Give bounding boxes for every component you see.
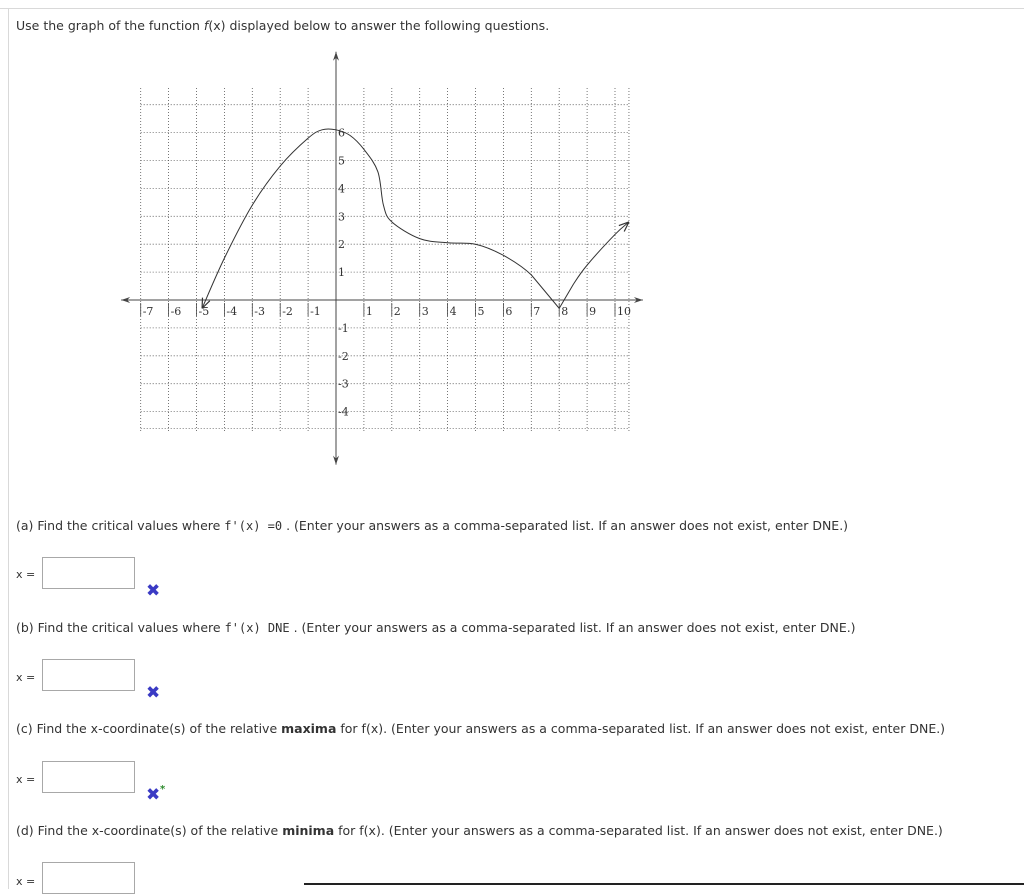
question-a	[16, 518, 848, 533]
bottom-scroll-divider	[304, 883, 1024, 885]
answer-c-input[interactable]	[42, 761, 135, 793]
answer-c-x-label: x =	[16, 773, 36, 786]
question-d-instructions: for f(x). (Enter your answers as a comma-separated list. If an answer does not exist, enter DNE.)	[334, 823, 943, 838]
answer-c-wrong-icon: ✖	[146, 785, 161, 805]
question-d-bold: minima	[282, 823, 335, 838]
y-tick-label: 6	[338, 126, 345, 140]
answer-b-wrong-icon: ✖	[146, 683, 161, 703]
grid	[141, 88, 629, 433]
answer-d-input[interactable]	[42, 862, 135, 894]
y-tick-label: -4	[338, 405, 349, 419]
x-tick-label: -5	[198, 305, 210, 318]
x-tick-label: 1	[365, 305, 373, 318]
answer-a-x-label: x =	[16, 568, 36, 581]
x-tick-label: 10	[617, 305, 631, 318]
question-b-instructions: . (Enter your answers as a comma-separated list. If an answer does not exist, enter DNE.)	[293, 620, 856, 635]
x-tick-label: -1	[310, 305, 321, 318]
x-tick-label: -4	[226, 305, 238, 318]
x-tick-label: 5	[477, 305, 485, 318]
y-tick-label: 3	[338, 210, 345, 224]
y-tick-label: 1	[338, 266, 345, 280]
answer-b-input[interactable]	[42, 659, 135, 691]
answer-a-wrong-icon: ✖	[146, 581, 161, 601]
y-tick-label: 2	[338, 238, 345, 252]
x-tick-label: 3	[421, 305, 429, 318]
y-tick-label: 5	[338, 154, 345, 168]
question-c	[16, 721, 945, 736]
y-tick-label: -3	[338, 377, 349, 391]
x-tick-label: -6	[170, 305, 182, 318]
curve-arrowheads	[202, 222, 629, 308]
question-c-label: (c) Find the x-coordinate(s) of the relative	[16, 721, 282, 736]
answer-d-x-label: x =	[16, 875, 36, 888]
x-tick-label: 9	[589, 305, 597, 318]
question-c-instructions: for f(x). (Enter your answers as a comma-separated list. If an answer does not exist, enter DNE.)	[336, 721, 946, 736]
answer-a-input[interactable]	[42, 557, 135, 589]
prompt-before: Use the graph of the function	[16, 18, 204, 33]
y-tick-label: -1	[338, 321, 349, 335]
function-curve	[202, 126, 629, 308]
axes	[121, 52, 643, 465]
question-d	[16, 823, 943, 838]
y-tick-label: -2	[338, 349, 349, 363]
x-tick-label: 6	[505, 305, 513, 318]
answer-b-x-label: x =	[16, 671, 36, 684]
x-tick-label: -3	[254, 305, 266, 318]
question-b	[16, 620, 856, 635]
question-b-label: (b) Find the critical values where	[16, 620, 225, 635]
x-tick-label: 8	[561, 305, 569, 318]
x-tick-label: -2	[282, 305, 293, 318]
question-a-instructions: . (Enter your answers as a comma-separated list. If an answer does not exist, enter DNE.)	[286, 518, 849, 533]
prompt-function-arg: (x)	[208, 18, 226, 33]
question-c-bold: maxima	[281, 721, 337, 736]
prompt-after: displayed below to answer the following questions.	[225, 18, 550, 33]
question-a-label: (a) Find the critical values where	[16, 518, 225, 533]
x-tick-label: 2	[393, 305, 401, 318]
question-a-expr: f'(x) =0	[224, 519, 283, 533]
answer-c-star-icon: *	[160, 784, 166, 795]
x-tick-label: 7	[533, 305, 541, 318]
question-d-label: (d) Find the x-coordinate(s) of the relative	[16, 823, 283, 838]
x-tick-label: 4	[449, 305, 457, 318]
x-tick-label: -7	[142, 305, 154, 318]
prompt-function-name: f	[203, 18, 209, 33]
tick-labels	[141, 127, 631, 419]
y-tick-label: 4	[338, 182, 345, 196]
question-b-expr: f'(x) DNE	[224, 621, 290, 635]
